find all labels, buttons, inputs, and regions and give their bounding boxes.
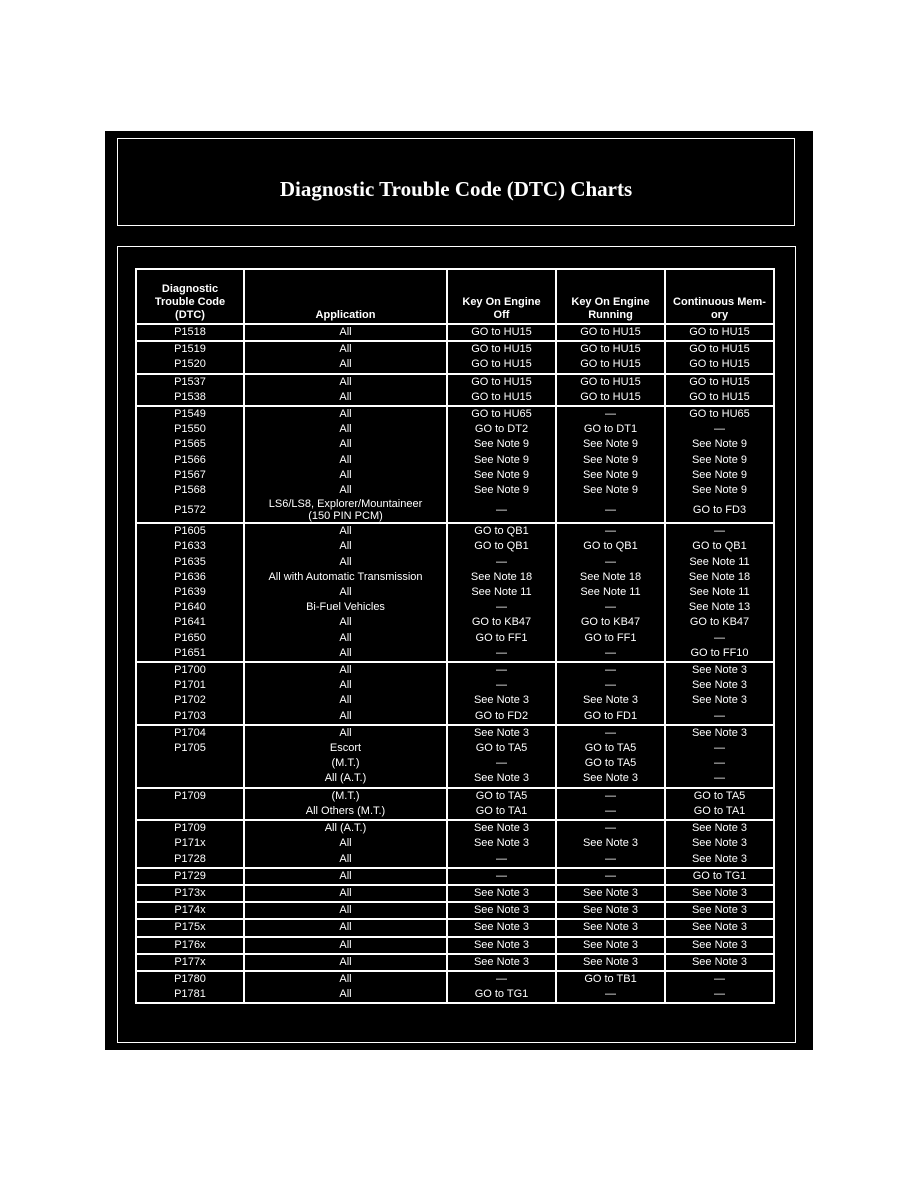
table-row xyxy=(136,868,774,885)
cell-dtc-code: P1650 xyxy=(136,631,244,646)
cell-dtc-code: P173x xyxy=(136,885,244,902)
row-group xyxy=(136,971,774,1003)
cell-dtc-code: P1550 xyxy=(136,422,244,437)
cell-application: Bi-Fuel Vehicles xyxy=(244,600,447,615)
table-row xyxy=(136,390,774,406)
row-group xyxy=(136,374,774,406)
header-row xyxy=(136,269,774,324)
cell-koer: See Note 18 xyxy=(556,570,665,585)
table-row xyxy=(136,852,774,868)
cell-dtc-code: P1703 xyxy=(136,709,244,725)
row-group xyxy=(136,662,774,725)
cell-koer: GO to HU15 xyxy=(556,324,665,341)
cell-application: All xyxy=(244,453,447,468)
cell-continuous-memory: See Note 3 xyxy=(665,885,774,902)
cell-dtc-code: P1641 xyxy=(136,615,244,630)
cell-application: All xyxy=(244,937,447,954)
cell-application: All xyxy=(244,631,447,646)
cell-continuous-memory: GO to TA5 xyxy=(665,788,774,804)
cell-dtc-code: P1781 xyxy=(136,987,244,1003)
table-row xyxy=(136,804,774,820)
cell-koer: See Note 9 xyxy=(556,437,665,452)
cell-continuous-memory: See Note 3 xyxy=(665,937,774,954)
cell-koeo: — xyxy=(447,678,556,693)
cell-application: All xyxy=(244,725,447,741)
cell-koer: — xyxy=(556,820,665,836)
cell-application: All xyxy=(244,646,447,662)
cell-koer: — xyxy=(556,868,665,885)
row-group xyxy=(136,885,774,902)
cell-koeo: GO to QB1 xyxy=(447,539,556,554)
cell-koer: See Note 3 xyxy=(556,693,665,708)
cell-dtc-code: P1633 xyxy=(136,539,244,554)
cell-continuous-memory: GO to HU65 xyxy=(665,406,774,422)
cell-application: All xyxy=(244,437,447,452)
cell-continuous-memory: GO to TG1 xyxy=(665,868,774,885)
row-group xyxy=(136,868,774,885)
cell-koeo: — xyxy=(447,971,556,987)
table-row xyxy=(136,937,774,954)
col-header-koeo: Key On Engine Off xyxy=(447,269,556,324)
cell-koeo: — xyxy=(447,868,556,885)
cell-dtc-code: P1568 xyxy=(136,483,244,498)
cell-koer: See Note 3 xyxy=(556,836,665,851)
cell-koeo: GO to FF1 xyxy=(447,631,556,646)
cell-application: All (A.T.) xyxy=(244,771,447,787)
cell-application: All xyxy=(244,374,447,390)
table-row xyxy=(136,678,774,693)
cell-continuous-memory: See Note 13 xyxy=(665,600,774,615)
cell-koer: GO to FD1 xyxy=(556,709,665,725)
cell-application: All xyxy=(244,954,447,971)
cell-continuous-memory: GO to QB1 xyxy=(665,539,774,554)
cell-application: All xyxy=(244,468,447,483)
cell-application: All xyxy=(244,390,447,406)
cell-dtc-code: P1704 xyxy=(136,725,244,741)
row-group xyxy=(136,523,774,662)
cell-application: All xyxy=(244,662,447,678)
cell-continuous-memory: — xyxy=(665,987,774,1003)
cell-koer: See Note 11 xyxy=(556,585,665,600)
cell-dtc-code: P1780 xyxy=(136,971,244,987)
cell-dtc-code: P175x xyxy=(136,919,244,936)
cell-koeo: See Note 3 xyxy=(447,693,556,708)
table-row xyxy=(136,324,774,341)
cell-koer: — xyxy=(556,555,665,570)
cell-koeo: See Note 3 xyxy=(447,725,556,741)
cell-koeo: — xyxy=(447,646,556,662)
cell-application: All xyxy=(244,406,447,422)
cell-continuous-memory: See Note 9 xyxy=(665,437,774,452)
cell-continuous-memory: GO to TA1 xyxy=(665,804,774,820)
cell-koer: — xyxy=(556,523,665,539)
cell-continuous-memory: — xyxy=(665,771,774,787)
cell-application: All xyxy=(244,324,447,341)
cell-continuous-memory: — xyxy=(665,756,774,771)
cell-koeo: GO to TG1 xyxy=(447,987,556,1003)
row-group xyxy=(136,725,774,788)
cell-dtc-code: P1728 xyxy=(136,852,244,868)
cell-dtc-code: P1702 xyxy=(136,693,244,708)
table-row xyxy=(136,756,774,771)
cell-koeo: GO to TA5 xyxy=(447,741,556,756)
table-row xyxy=(136,585,774,600)
cell-application: All xyxy=(244,885,447,902)
title-box xyxy=(117,138,795,226)
cell-continuous-memory: See Note 11 xyxy=(665,585,774,600)
cell-dtc-code: P1538 xyxy=(136,390,244,406)
cell-dtc-code: P1520 xyxy=(136,357,244,373)
col-header-application: Application xyxy=(244,269,447,324)
cell-koeo: See Note 9 xyxy=(447,453,556,468)
cell-dtc-code: P1565 xyxy=(136,437,244,452)
page-title: Diagnostic Trouble Code (DTC) Charts xyxy=(279,177,633,201)
cell-koeo: — xyxy=(447,662,556,678)
col-header-koer: Key On Engine Running xyxy=(556,269,665,324)
table-row xyxy=(136,771,774,787)
cell-koeo: GO to TA5 xyxy=(447,788,556,804)
cell-dtc-code: P1635 xyxy=(136,555,244,570)
table-row xyxy=(136,422,774,437)
table-row xyxy=(136,374,774,390)
cell-application: (M.T.) xyxy=(244,788,447,804)
row-group xyxy=(136,954,774,971)
row-group xyxy=(136,919,774,936)
cell-koeo: See Note 11 xyxy=(447,585,556,600)
table-row xyxy=(136,902,774,919)
cell-application: All xyxy=(244,678,447,693)
cell-continuous-memory: See Note 9 xyxy=(665,468,774,483)
cell-koer: See Note 9 xyxy=(556,483,665,498)
cell-koer: — xyxy=(556,678,665,693)
table-row xyxy=(136,570,774,585)
cell-application: All xyxy=(244,971,447,987)
cell-koeo: See Note 9 xyxy=(447,483,556,498)
cell-koer: See Note 9 xyxy=(556,468,665,483)
table-row xyxy=(136,741,774,756)
cell-continuous-memory: — xyxy=(665,523,774,539)
cell-koer: — xyxy=(556,987,665,1003)
cell-koeo: GO to QB1 xyxy=(447,523,556,539)
cell-continuous-memory: GO to HU15 xyxy=(665,390,774,406)
cell-continuous-memory: See Note 3 xyxy=(665,662,774,678)
cell-continuous-memory: GO to HU15 xyxy=(665,324,774,341)
cell-koer: — xyxy=(556,788,665,804)
cell-dtc-code: P171x xyxy=(136,836,244,851)
cell-koeo: See Note 9 xyxy=(447,437,556,452)
cell-koer: — xyxy=(556,498,665,523)
cell-application: All xyxy=(244,555,447,570)
cell-continuous-memory: GO to KB47 xyxy=(665,615,774,630)
cell-application: All xyxy=(244,987,447,1003)
table-row xyxy=(136,885,774,902)
cell-dtc-code: P177x xyxy=(136,954,244,971)
cell-application: All (A.T.) xyxy=(244,820,447,836)
cell-dtc-code: P1605 xyxy=(136,523,244,539)
cell-continuous-memory: GO to HU15 xyxy=(665,357,774,373)
table-row xyxy=(136,662,774,678)
row-group xyxy=(136,324,774,341)
cell-koer: — xyxy=(556,406,665,422)
cell-koeo: See Note 3 xyxy=(447,836,556,851)
cell-koer: GO to TA5 xyxy=(556,756,665,771)
cell-koeo: — xyxy=(447,555,556,570)
cell-continuous-memory: See Note 3 xyxy=(665,919,774,936)
cell-dtc-code: P1537 xyxy=(136,374,244,390)
table-row xyxy=(136,483,774,498)
continued-note: (Continued) xyxy=(146,1139,199,1150)
cell-koer: GO to KB47 xyxy=(556,615,665,630)
cell-koer: — xyxy=(556,646,665,662)
cell-koeo: GO to HU15 xyxy=(447,324,556,341)
cell-continuous-memory: GO to HU15 xyxy=(665,341,774,357)
table-row xyxy=(136,987,774,1003)
table-header xyxy=(136,269,774,324)
cell-application: All xyxy=(244,357,447,373)
cell-continuous-memory: See Note 3 xyxy=(665,678,774,693)
cell-dtc-code: P1640 xyxy=(136,600,244,615)
cell-koer: — xyxy=(556,725,665,741)
cell-koer: See Note 3 xyxy=(556,919,665,936)
row-group xyxy=(136,788,774,820)
cell-koeo: See Note 3 xyxy=(447,902,556,919)
table-row xyxy=(136,919,774,936)
table-row xyxy=(136,555,774,570)
cell-koeo: See Note 3 xyxy=(447,954,556,971)
row-group xyxy=(136,341,774,373)
cell-koer: GO to HU15 xyxy=(556,374,665,390)
cell-continuous-memory: See Note 3 xyxy=(665,820,774,836)
cell-dtc-code: P1572 xyxy=(136,498,244,523)
cell-koeo: — xyxy=(447,498,556,523)
cell-koeo: GO to FD2 xyxy=(447,709,556,725)
table-row xyxy=(136,341,774,357)
cell-dtc-code: P1567 xyxy=(136,468,244,483)
cell-continuous-memory: GO to FD3 xyxy=(665,498,774,523)
row-group xyxy=(136,406,774,523)
cell-continuous-memory: See Note 9 xyxy=(665,453,774,468)
table-row xyxy=(136,539,774,554)
cell-continuous-memory: See Note 3 xyxy=(665,836,774,851)
cell-dtc-code: P1549 xyxy=(136,406,244,422)
table-row xyxy=(136,820,774,836)
cell-application: LS6/LS8, Explorer/Mountaineer (150 PIN PCM) xyxy=(244,498,447,523)
cell-application: All xyxy=(244,852,447,868)
cell-koeo: GO to HU15 xyxy=(447,374,556,390)
cell-koer: GO to QB1 xyxy=(556,539,665,554)
cell-koer: GO to TB1 xyxy=(556,971,665,987)
cell-koer: See Note 3 xyxy=(556,885,665,902)
cell-koeo: GO to DT2 xyxy=(447,422,556,437)
cell-koer: GO to DT1 xyxy=(556,422,665,437)
cell-application: All xyxy=(244,483,447,498)
cell-dtc-code: P1651 xyxy=(136,646,244,662)
cell-koer: — xyxy=(556,600,665,615)
row-group xyxy=(136,820,774,868)
cell-application: All xyxy=(244,341,447,357)
cell-koeo: See Note 3 xyxy=(447,937,556,954)
cell-dtc-code: P1519 xyxy=(136,341,244,357)
cell-continuous-memory: — xyxy=(665,709,774,725)
cell-koeo: GO to HU15 xyxy=(447,341,556,357)
cell-koeo: See Note 3 xyxy=(447,771,556,787)
cell-continuous-memory: See Note 3 xyxy=(665,902,774,919)
cell-continuous-memory: See Note 3 xyxy=(665,852,774,868)
cell-koeo: GO to HU15 xyxy=(447,390,556,406)
cell-koer: See Note 9 xyxy=(556,453,665,468)
cell-application: All xyxy=(244,539,447,554)
cell-dtc-code: P174x xyxy=(136,902,244,919)
cell-koeo: See Note 18 xyxy=(447,570,556,585)
cell-koer: GO to HU15 xyxy=(556,357,665,373)
cell-dtc-code xyxy=(136,771,244,787)
cell-application: All xyxy=(244,523,447,539)
cell-koer: See Note 3 xyxy=(556,902,665,919)
chart-page xyxy=(105,131,813,1150)
row-group xyxy=(136,937,774,954)
row-group xyxy=(136,902,774,919)
cell-dtc-code: P1700 xyxy=(136,662,244,678)
cell-continuous-memory: GO to FF10 xyxy=(665,646,774,662)
table-row xyxy=(136,971,774,987)
table-row xyxy=(136,437,774,452)
cell-koeo: GO to HU65 xyxy=(447,406,556,422)
table-row xyxy=(136,788,774,804)
cell-application: All xyxy=(244,836,447,851)
cell-koer: GO to HU15 xyxy=(556,390,665,406)
table-row xyxy=(136,725,774,741)
cell-continuous-memory: — xyxy=(665,971,774,987)
cell-continuous-memory: GO to HU15 xyxy=(665,374,774,390)
cell-dtc-code xyxy=(136,756,244,771)
col-header-dtc-code: Diagnostic Trouble Code (DTC) xyxy=(136,269,244,324)
cell-koer: See Note 3 xyxy=(556,771,665,787)
cell-koeo: GO to TA1 xyxy=(447,804,556,820)
cell-application: All xyxy=(244,585,447,600)
cell-koer: — xyxy=(556,804,665,820)
dtc-table-wrap xyxy=(135,268,773,1004)
table-row xyxy=(136,709,774,725)
cell-koeo: — xyxy=(447,756,556,771)
cell-koeo: GO to HU15 xyxy=(447,357,556,373)
content-box xyxy=(117,246,796,1150)
table-row xyxy=(136,523,774,539)
cell-dtc-code: P1636 xyxy=(136,570,244,585)
table-row xyxy=(136,498,774,523)
cell-dtc-code: P176x xyxy=(136,937,244,954)
cell-dtc-code: P1701 xyxy=(136,678,244,693)
cell-koeo: See Note 9 xyxy=(447,468,556,483)
cell-koer: — xyxy=(556,662,665,678)
cell-continuous-memory: — xyxy=(665,422,774,437)
cell-application: (M.T.) xyxy=(244,756,447,771)
cell-continuous-memory: — xyxy=(665,631,774,646)
cell-application: All xyxy=(244,615,447,630)
table-row xyxy=(136,357,774,373)
cell-dtc-code: P1705 xyxy=(136,741,244,756)
table-row xyxy=(136,600,774,615)
cell-koer: — xyxy=(556,852,665,868)
cell-application: Escort xyxy=(244,741,447,756)
cell-application: All with Automatic Transmission xyxy=(244,570,447,585)
cell-koeo: See Note 3 xyxy=(447,820,556,836)
cell-dtc-code: P1729 xyxy=(136,868,244,885)
table-row xyxy=(136,693,774,708)
cell-koer: GO to HU15 xyxy=(556,341,665,357)
cell-continuous-memory: See Note 9 xyxy=(665,483,774,498)
cell-continuous-memory: See Note 3 xyxy=(665,693,774,708)
cell-dtc-code: P1518 xyxy=(136,324,244,341)
cell-continuous-memory: — xyxy=(665,741,774,756)
table-row xyxy=(136,954,774,971)
cell-application: All xyxy=(244,422,447,437)
cell-dtc-code: P1709 xyxy=(136,820,244,836)
cell-dtc-code: P1709 xyxy=(136,788,244,804)
cell-application: All xyxy=(244,693,447,708)
dtc-table xyxy=(135,268,775,1004)
cell-application: All xyxy=(244,709,447,725)
table-row xyxy=(136,615,774,630)
cell-continuous-memory: See Note 11 xyxy=(665,555,774,570)
table-row xyxy=(136,631,774,646)
cell-application: All xyxy=(244,868,447,885)
cell-koeo: See Note 3 xyxy=(447,919,556,936)
col-header-continuous-memory: Continuous Mem- ory xyxy=(665,269,774,324)
cell-continuous-memory: See Note 3 xyxy=(665,725,774,741)
cell-dtc-code: P1639 xyxy=(136,585,244,600)
table-row xyxy=(136,646,774,662)
cell-koeo: — xyxy=(447,600,556,615)
table-row xyxy=(136,406,774,422)
cell-koeo: See Note 3 xyxy=(447,885,556,902)
cell-koer: See Note 3 xyxy=(556,954,665,971)
cell-continuous-memory: See Note 18 xyxy=(665,570,774,585)
cell-dtc-code xyxy=(136,804,244,820)
cell-application: All xyxy=(244,919,447,936)
cell-koer: GO to FF1 xyxy=(556,631,665,646)
cell-koer: See Note 3 xyxy=(556,937,665,954)
table-row xyxy=(136,453,774,468)
cell-dtc-code: P1566 xyxy=(136,453,244,468)
cell-koeo: GO to KB47 xyxy=(447,615,556,630)
cell-continuous-memory: See Note 3 xyxy=(665,954,774,971)
table-row xyxy=(136,836,774,851)
cell-koer: GO to TA5 xyxy=(556,741,665,756)
cell-application: All Others (M.T.) xyxy=(244,804,447,820)
table-row xyxy=(136,468,774,483)
cell-koeo: — xyxy=(447,852,556,868)
cell-application: All xyxy=(244,902,447,919)
